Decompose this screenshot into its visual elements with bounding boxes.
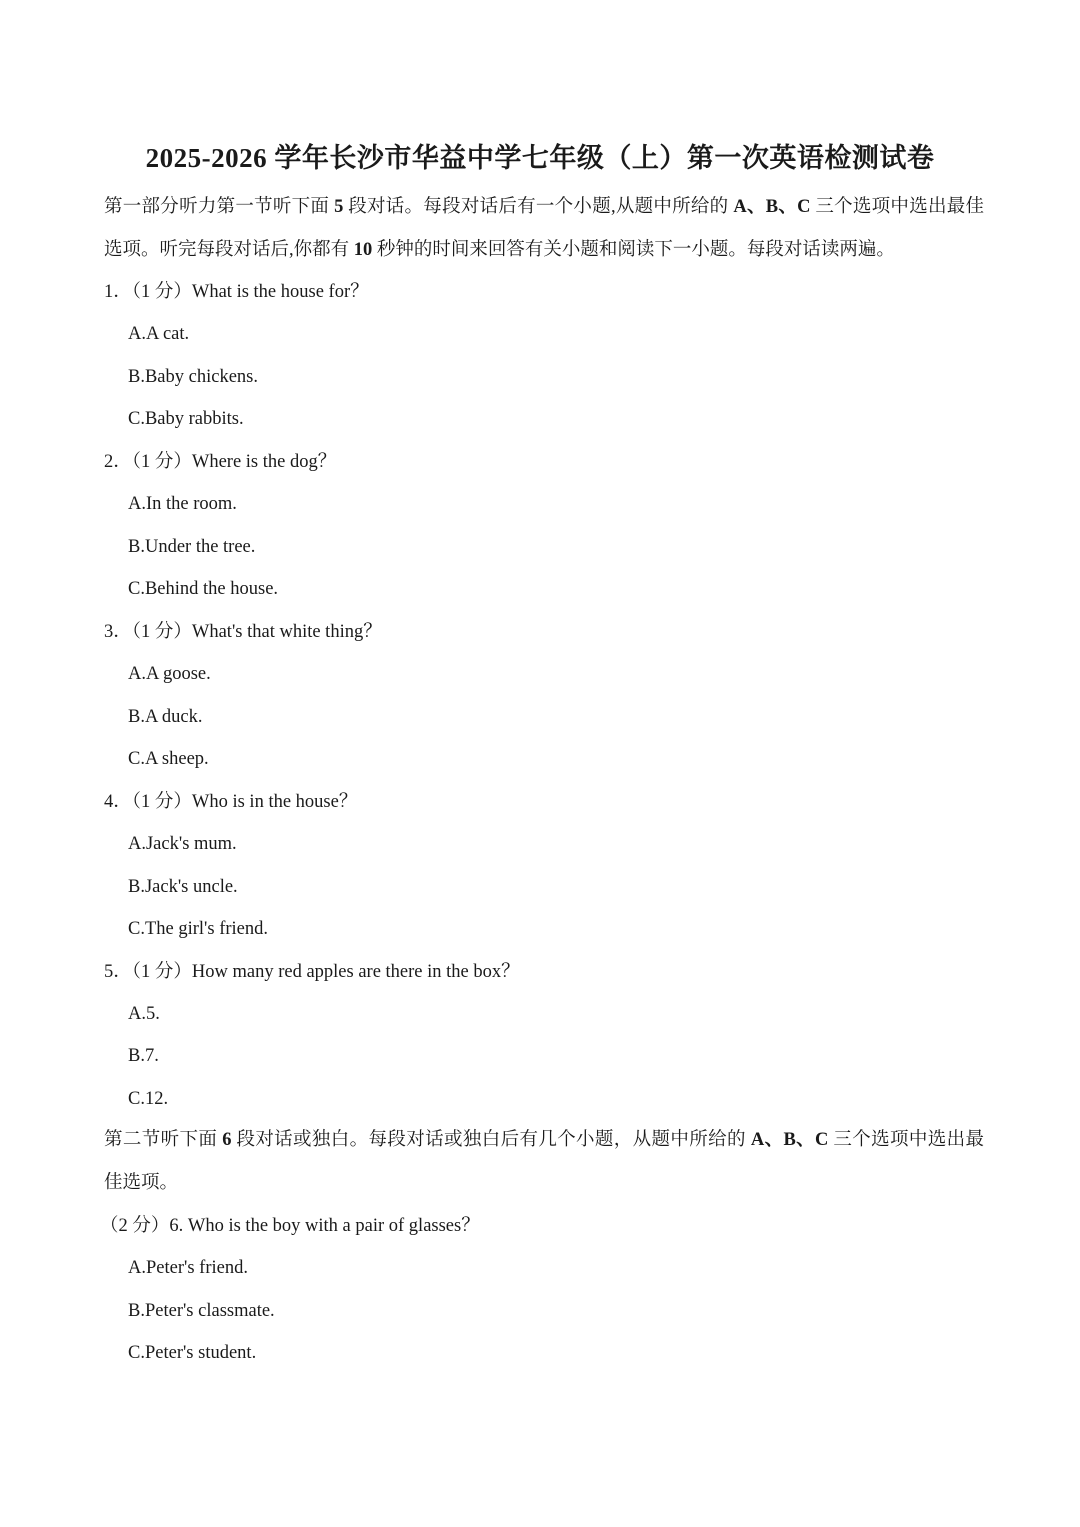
question-6-option-c: C.Peter's student. [128,1343,257,1363]
question-5-option-b: B.7. [128,1046,159,1066]
question-1-option-a: A.A cat. [128,324,190,344]
question-3-stem: 3．（1 分）What's that white thing？ [104,622,382,642]
question-5-option-c: C.12. [128,1089,169,1109]
exam-title: 2025-2026 学年长沙市华益中学七年级（上）第一次英语检测试卷 [145,143,935,173]
question-2-option-a: A.In the room. [128,494,237,514]
question-5-option-a: A.5. [128,1004,160,1024]
section1-instructions: 第一部分听力第一节听下面 5 段对话。每段对话后有一个小题,从题中所给的 A、B、C 三个选项中选出最佳选项。听完每段对话后,你都有 10 秒钟的时间来回答有关小题和阅读下一小题。每段对话读两遍。 [104,197,984,260]
question-5-stem: 5．（1 分）How many red apples are there in the box？ [104,962,520,982]
question-3-option-b: B.A duck. [128,707,203,727]
question-4-option-b: B.Jack's uncle. [128,877,238,897]
question-6-option-b: B.Peter's classmate. [128,1301,275,1321]
question-1-option-c: C.Baby rabbits. [128,409,244,429]
question-4-option-a: A.Jack's mum. [128,834,237,854]
question-6-stem: （2 分）6. Who is the boy with a pair of glasses？ [100,1216,480,1236]
question-1-stem: 1．（1 分）What is the house for？ [104,282,369,302]
question-4-stem: 4．（1 分）Who is in the house？ [104,792,358,812]
question-4-option-c: C.The girl's friend. [128,919,268,939]
question-2-option-c: C.Behind the house. [128,579,279,599]
question-2-option-b: B.Under the tree. [128,537,256,557]
question-3-option-a: A.A goose. [128,664,211,684]
question-3-option-c: C.A sheep. [128,749,209,769]
section2-instructions: 第二节听下面 6 段对话或独白。每段对话或独白后有几个小题，从题中所给的 A、B、C 三个选项中选出最佳选项。 [104,1130,984,1193]
question-2-stem: 2．（1 分）Where is the dog？ [104,452,337,472]
question-1-option-b: B.Baby chickens. [128,367,258,387]
question-6-option-a: A.Peter's friend. [128,1258,248,1278]
